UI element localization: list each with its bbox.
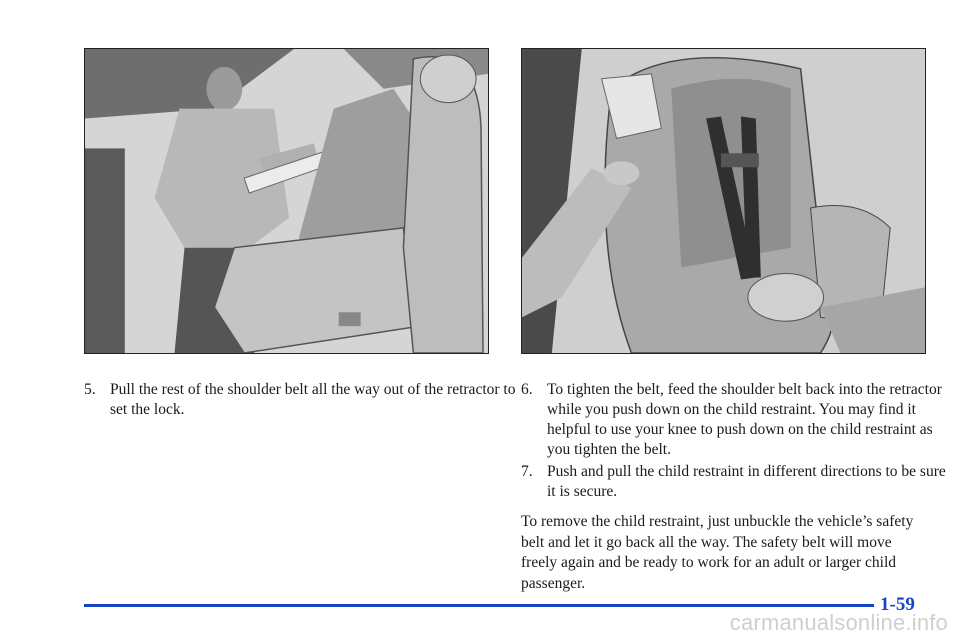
step-text: Push and pull the child restraint in different directions to be sure it is secure. xyxy=(547,463,946,500)
step-text: Pull the rest of the shoulder belt all the way out of the retractor to set the lock. xyxy=(110,381,516,418)
removal-paragraph: To remove the child restraint, just unbuckle the vehicle’s safety belt and let it go back all the way. The safety belt will move freely again and be ready to work for an adult or larger child passenger. xyxy=(521,513,914,592)
step-5 xyxy=(84,380,520,420)
step-number: 6. xyxy=(521,381,533,398)
step-text: To tighten the belt, feed the shoulder belt back into the retractor while you push down on the child restraint. You may find it helpful to use your knee to push down on the child restraint as you tighten the belt. xyxy=(547,381,942,458)
step-number: 7. xyxy=(521,463,533,480)
footer-rule xyxy=(84,604,874,607)
page-number: 1-59 xyxy=(880,594,915,615)
step-6 xyxy=(521,380,952,460)
watermark: carmanualsonline.info xyxy=(729,610,948,635)
step-number: 5. xyxy=(84,381,96,398)
illustration-hands-pressing-seat xyxy=(521,48,926,354)
step-7 xyxy=(521,462,952,502)
illustration-man-pulling-belt xyxy=(84,48,489,354)
